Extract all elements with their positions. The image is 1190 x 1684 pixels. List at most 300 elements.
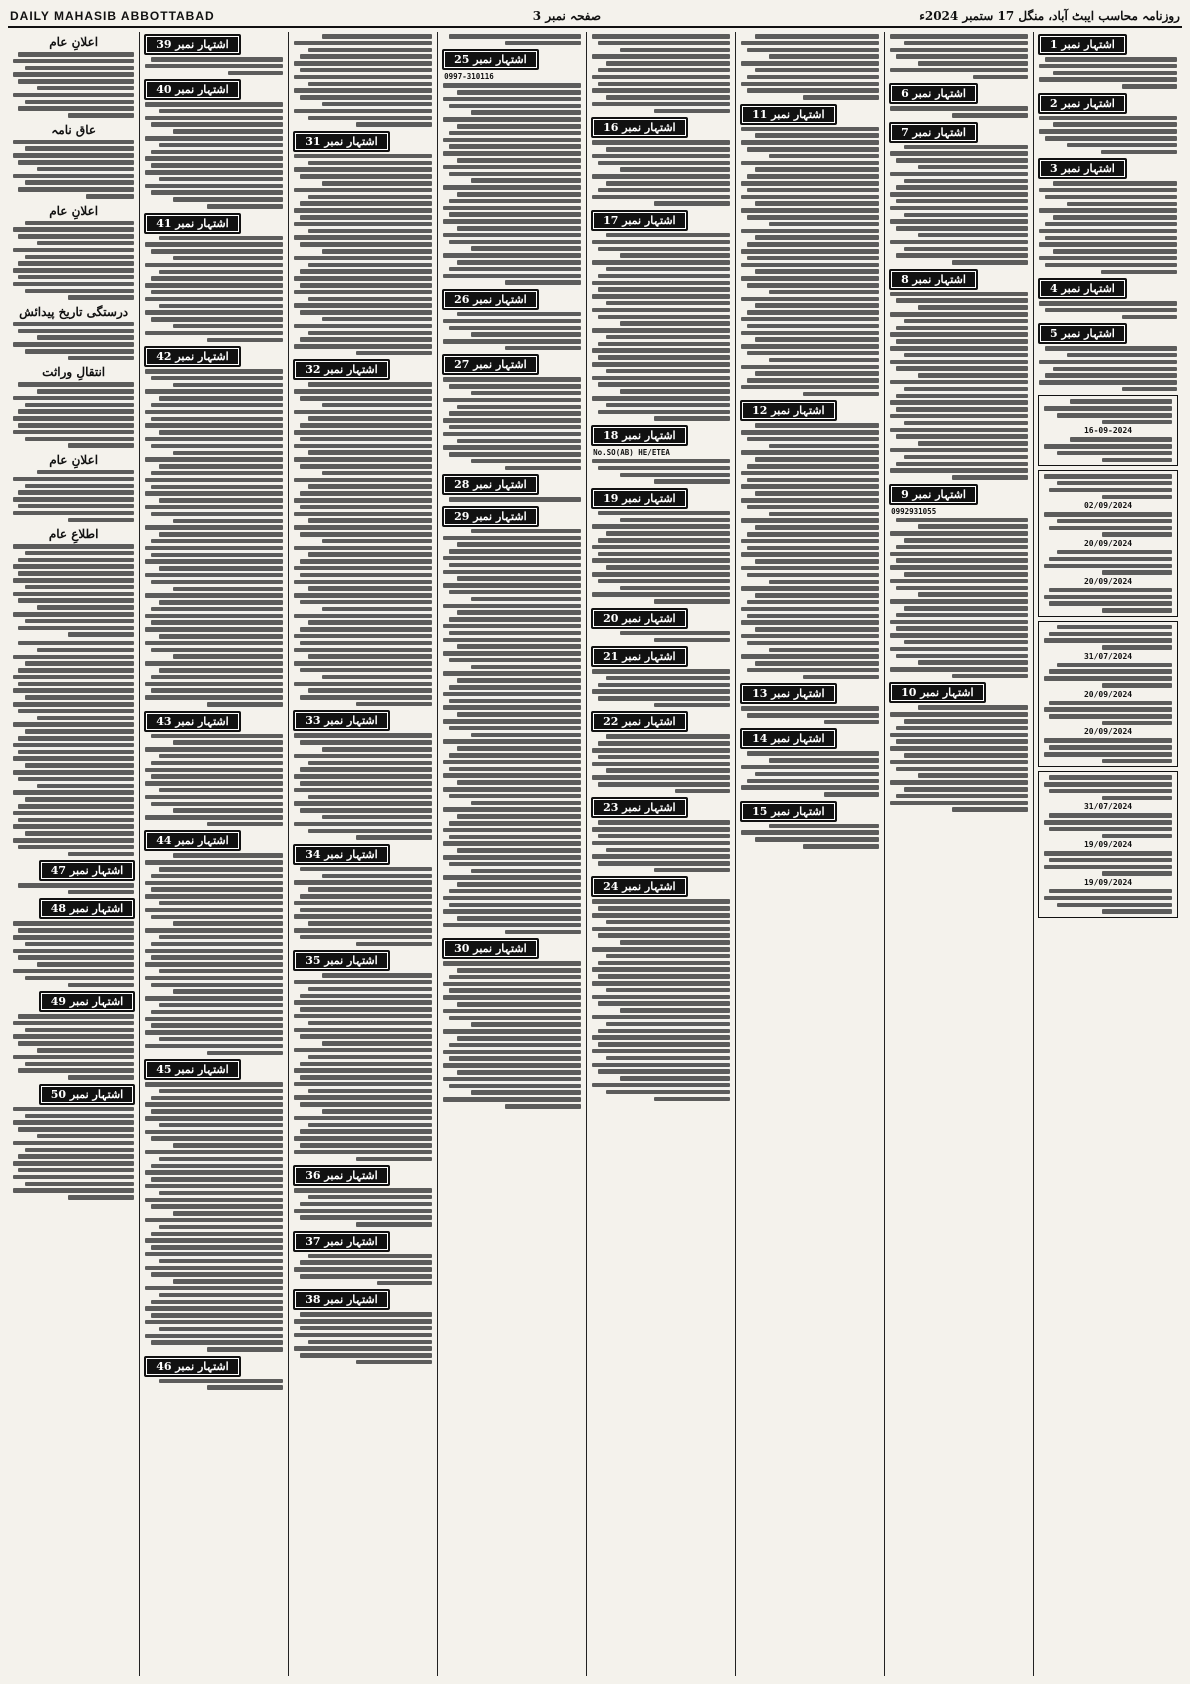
text-line bbox=[896, 545, 1028, 550]
text-line bbox=[173, 197, 283, 202]
text-line bbox=[145, 1082, 283, 1087]
text-line bbox=[300, 867, 432, 872]
classified-notice bbox=[293, 710, 433, 839]
text-line bbox=[1101, 150, 1177, 155]
text-line bbox=[13, 72, 134, 77]
text-line bbox=[1045, 346, 1177, 351]
text-line bbox=[294, 1048, 432, 1053]
text-line bbox=[308, 1123, 432, 1128]
text-line bbox=[592, 775, 730, 780]
text-line bbox=[13, 248, 134, 253]
text-line bbox=[294, 1333, 432, 1338]
text-line bbox=[449, 975, 581, 980]
text-line bbox=[68, 295, 135, 300]
text-line bbox=[449, 1056, 581, 1061]
text-line bbox=[294, 222, 432, 227]
text-line bbox=[228, 71, 283, 76]
text-line bbox=[896, 586, 1028, 591]
text-line bbox=[443, 760, 581, 765]
text-line bbox=[769, 154, 879, 159]
notice-number-badge: اشتہار نمبر 20 bbox=[591, 608, 687, 629]
text-line bbox=[449, 497, 581, 502]
notice-body-text bbox=[12, 382, 135, 448]
notice-body-text bbox=[1043, 775, 1173, 800]
text-line bbox=[918, 165, 1028, 170]
text-line bbox=[25, 1114, 134, 1119]
text-line bbox=[741, 385, 879, 390]
text-line bbox=[300, 215, 432, 220]
notice-body-text bbox=[442, 312, 582, 350]
text-line bbox=[741, 297, 879, 302]
text-line bbox=[505, 280, 581, 285]
text-line bbox=[471, 1090, 581, 1095]
text-line bbox=[890, 68, 1028, 73]
text-line bbox=[747, 532, 879, 537]
classified-notice bbox=[591, 646, 731, 707]
classified-notice bbox=[591, 117, 731, 206]
text-line bbox=[443, 418, 581, 423]
text-line bbox=[505, 41, 581, 46]
text-line bbox=[145, 1334, 283, 1339]
text-line bbox=[904, 753, 1028, 758]
notice-body-text bbox=[591, 899, 731, 1101]
notice-body-text bbox=[442, 961, 582, 1108]
text-line bbox=[308, 48, 432, 53]
text-line bbox=[145, 1102, 283, 1107]
text-line bbox=[13, 511, 134, 516]
text-line bbox=[449, 549, 581, 554]
text-line bbox=[25, 763, 134, 768]
text-line bbox=[1122, 315, 1177, 320]
text-line bbox=[1102, 683, 1172, 688]
text-line bbox=[322, 539, 432, 544]
text-line bbox=[747, 751, 879, 756]
announcement-title: درستگی تاریخ پیدائش bbox=[19, 304, 129, 319]
notice-body-text bbox=[293, 1254, 433, 1286]
text-line bbox=[918, 592, 1028, 597]
text-line bbox=[443, 773, 581, 778]
text-line bbox=[747, 88, 879, 93]
text-line bbox=[952, 807, 1028, 812]
text-line bbox=[145, 1306, 283, 1311]
text-line bbox=[904, 719, 1028, 724]
text-line bbox=[159, 177, 283, 182]
text-line bbox=[592, 981, 730, 986]
text-line bbox=[1049, 813, 1172, 818]
text-line bbox=[449, 326, 581, 331]
text-line bbox=[890, 414, 1028, 419]
text-line bbox=[1039, 208, 1177, 213]
text-line bbox=[449, 699, 581, 704]
notice-body-text bbox=[442, 497, 582, 502]
text-line bbox=[294, 1136, 432, 1141]
text-line bbox=[145, 184, 283, 189]
text-line bbox=[159, 532, 283, 537]
text-line bbox=[443, 651, 581, 656]
notice-body-text bbox=[1043, 588, 1173, 613]
text-line bbox=[173, 129, 283, 134]
text-line bbox=[443, 909, 581, 914]
text-line bbox=[308, 1340, 432, 1345]
text-line bbox=[896, 158, 1028, 163]
text-line bbox=[18, 818, 134, 823]
text-line bbox=[896, 394, 1028, 399]
text-line bbox=[598, 382, 730, 387]
text-line bbox=[294, 733, 432, 738]
text-line bbox=[1057, 903, 1172, 908]
text-line bbox=[294, 774, 432, 779]
text-line bbox=[145, 1252, 283, 1257]
notice-body-text bbox=[293, 1188, 433, 1226]
text-line bbox=[741, 450, 879, 455]
text-line bbox=[890, 172, 1028, 177]
text-line bbox=[598, 696, 730, 701]
text-line bbox=[449, 34, 581, 39]
text-line bbox=[449, 889, 581, 894]
text-line bbox=[443, 138, 581, 143]
classified-notice bbox=[442, 506, 582, 935]
notice-number-badge: اشتہار نمبر 41 bbox=[144, 213, 240, 234]
text-line bbox=[1057, 481, 1172, 486]
notice-body-text bbox=[1038, 57, 1178, 89]
text-line bbox=[443, 83, 581, 88]
text-line bbox=[592, 328, 730, 333]
text-line bbox=[356, 1157, 432, 1162]
text-line bbox=[606, 301, 730, 306]
text-line bbox=[769, 54, 879, 59]
text-line bbox=[294, 1082, 432, 1087]
text-line bbox=[1049, 669, 1172, 674]
text-line bbox=[159, 1089, 283, 1094]
text-line bbox=[151, 1096, 283, 1101]
text-line bbox=[890, 599, 1028, 604]
text-line bbox=[755, 34, 879, 39]
text-line bbox=[13, 1175, 134, 1180]
text-line bbox=[449, 658, 581, 663]
text-line bbox=[443, 739, 581, 744]
text-line bbox=[1045, 57, 1177, 62]
text-line bbox=[159, 1379, 283, 1384]
text-line bbox=[755, 559, 879, 564]
text-line bbox=[25, 1148, 134, 1153]
text-line bbox=[151, 485, 283, 490]
text-line bbox=[322, 471, 432, 476]
text-line bbox=[18, 423, 134, 428]
text-line bbox=[904, 213, 1028, 218]
notice-number-badge: اشتہار نمبر 4 bbox=[1038, 278, 1127, 299]
text-line bbox=[747, 641, 879, 646]
text-line bbox=[471, 869, 581, 874]
classified-notice bbox=[591, 797, 731, 872]
text-line bbox=[145, 297, 283, 302]
text-line bbox=[151, 317, 283, 322]
classified-notice bbox=[144, 1059, 284, 1352]
text-line bbox=[904, 787, 1028, 792]
text-line bbox=[896, 253, 1028, 258]
text-line bbox=[449, 631, 581, 636]
text-line bbox=[25, 403, 134, 408]
notice-reference: No.SO(AB) HE/ETEA bbox=[593, 447, 670, 457]
classified-notice bbox=[442, 289, 582, 350]
text-line bbox=[449, 144, 581, 149]
text-line bbox=[654, 703, 730, 708]
text-line bbox=[443, 1063, 581, 1068]
text-line bbox=[294, 75, 432, 80]
text-line bbox=[294, 1188, 432, 1193]
text-line bbox=[457, 439, 581, 444]
notice-number-badge: اشتہار نمبر 9 bbox=[889, 484, 978, 505]
text-line bbox=[904, 145, 1028, 150]
notice-reference: 0997-310116 bbox=[444, 72, 494, 82]
text-line bbox=[308, 987, 432, 992]
text-line bbox=[294, 235, 432, 240]
text-line bbox=[896, 407, 1028, 412]
text-line bbox=[294, 188, 432, 193]
text-line bbox=[18, 106, 134, 111]
text-line bbox=[151, 774, 283, 779]
text-line bbox=[294, 914, 432, 919]
text-line bbox=[747, 283, 879, 288]
text-line bbox=[896, 434, 1028, 439]
classified-notice bbox=[1038, 158, 1178, 274]
text-line bbox=[294, 457, 432, 462]
text-line bbox=[145, 170, 283, 175]
text-line bbox=[13, 675, 134, 680]
text-line bbox=[356, 122, 432, 127]
text-line bbox=[145, 437, 283, 442]
text-line bbox=[13, 153, 134, 158]
notice-number-badge: اشتہار نمبر 49 bbox=[39, 991, 135, 1012]
text-line bbox=[159, 1327, 283, 1332]
text-line bbox=[1049, 588, 1172, 593]
text-line bbox=[592, 762, 730, 767]
text-line bbox=[1067, 143, 1177, 148]
text-line bbox=[13, 921, 134, 926]
text-line bbox=[145, 1266, 283, 1271]
text-line bbox=[68, 356, 135, 361]
text-line bbox=[952, 475, 1028, 480]
text-line bbox=[592, 854, 730, 859]
text-line bbox=[294, 88, 432, 93]
text-line bbox=[449, 131, 581, 136]
text-line bbox=[300, 1260, 432, 1265]
text-line bbox=[151, 761, 283, 766]
text-line bbox=[13, 497, 134, 502]
text-line bbox=[294, 276, 432, 281]
classified-notice bbox=[293, 131, 433, 356]
text-line bbox=[890, 647, 1028, 652]
text-line bbox=[598, 315, 730, 320]
text-line bbox=[300, 894, 432, 899]
text-line bbox=[592, 1015, 730, 1020]
text-line bbox=[68, 518, 135, 523]
text-line bbox=[598, 188, 730, 193]
text-line bbox=[890, 579, 1028, 584]
text-line bbox=[151, 1300, 283, 1305]
notice-body-text bbox=[1043, 399, 1173, 424]
notice-body-text bbox=[442, 83, 582, 285]
text-line bbox=[457, 610, 581, 615]
text-line bbox=[598, 820, 730, 825]
text-line bbox=[896, 226, 1028, 231]
text-line bbox=[300, 935, 432, 940]
text-line bbox=[890, 565, 1028, 570]
classified-notice bbox=[12, 991, 135, 1080]
notice-number-badge: اشتہار نمبر 28 bbox=[442, 474, 538, 495]
text-line bbox=[592, 348, 730, 353]
text-line bbox=[145, 505, 283, 510]
text-line bbox=[294, 498, 432, 503]
text-line bbox=[145, 310, 283, 315]
text-line bbox=[952, 113, 1028, 118]
text-line bbox=[294, 580, 432, 585]
text-line bbox=[1045, 222, 1177, 227]
classified-notice bbox=[1038, 93, 1178, 154]
text-line bbox=[145, 781, 283, 786]
text-line bbox=[592, 524, 730, 529]
text-line bbox=[896, 199, 1028, 204]
notice-body-text bbox=[144, 1082, 284, 1352]
text-line bbox=[145, 1286, 283, 1291]
text-line bbox=[159, 668, 283, 673]
text-line bbox=[13, 702, 134, 707]
notice-body-text bbox=[740, 34, 880, 100]
notice-body-text bbox=[740, 127, 880, 397]
text-line bbox=[308, 1089, 432, 1094]
text-line bbox=[151, 1177, 283, 1182]
text-line bbox=[443, 253, 581, 258]
text-line bbox=[18, 1168, 134, 1173]
text-line bbox=[606, 61, 730, 66]
text-line bbox=[443, 206, 581, 211]
classified-notice bbox=[740, 801, 880, 849]
text-line bbox=[449, 862, 581, 867]
classified-notice bbox=[442, 474, 582, 502]
notice-body-text bbox=[889, 34, 1029, 79]
text-line bbox=[606, 988, 730, 993]
text-line bbox=[741, 249, 879, 254]
text-line bbox=[592, 558, 730, 563]
text-line bbox=[145, 962, 283, 967]
text-line bbox=[308, 654, 432, 659]
text-line bbox=[896, 626, 1028, 631]
text-line bbox=[294, 801, 432, 806]
classified-notice bbox=[1038, 323, 1178, 391]
text-line bbox=[25, 349, 134, 354]
text-line bbox=[1045, 308, 1177, 313]
text-line bbox=[443, 97, 581, 102]
text-line bbox=[755, 269, 879, 274]
text-line bbox=[443, 982, 581, 987]
text-line bbox=[294, 822, 432, 827]
text-line bbox=[592, 54, 730, 59]
text-line bbox=[300, 781, 432, 786]
text-line bbox=[1102, 420, 1172, 425]
text-line bbox=[145, 156, 283, 161]
text-line bbox=[741, 706, 879, 711]
text-line bbox=[598, 961, 730, 966]
text-line bbox=[890, 360, 1028, 365]
text-line bbox=[300, 283, 432, 288]
text-line bbox=[300, 740, 432, 745]
notice-body-text bbox=[591, 233, 731, 421]
text-line bbox=[159, 1293, 283, 1298]
text-line bbox=[300, 1075, 432, 1080]
text-line bbox=[294, 1346, 432, 1351]
column-6 bbox=[288, 32, 437, 1676]
classified-notice bbox=[591, 608, 731, 642]
text-line bbox=[294, 444, 432, 449]
text-line bbox=[18, 160, 134, 165]
text-line bbox=[300, 908, 432, 913]
text-line bbox=[890, 633, 1028, 638]
notice-body-text bbox=[1043, 701, 1173, 726]
text-line bbox=[904, 247, 1028, 252]
text-line bbox=[1122, 84, 1177, 89]
notice-number-badge: اشتہار نمبر 18 bbox=[591, 425, 687, 446]
text-line bbox=[890, 34, 1028, 39]
text-line bbox=[443, 185, 581, 190]
text-line bbox=[308, 761, 432, 766]
text-line bbox=[145, 457, 283, 462]
text-line bbox=[890, 746, 1028, 751]
text-line bbox=[741, 830, 879, 835]
text-line bbox=[443, 828, 581, 833]
notice-body-text bbox=[293, 154, 433, 356]
text-line bbox=[145, 795, 283, 800]
text-line bbox=[803, 844, 879, 849]
text-line bbox=[1044, 851, 1172, 856]
text-line bbox=[890, 292, 1028, 297]
text-line bbox=[741, 566, 879, 571]
text-line bbox=[918, 705, 1028, 710]
text-line bbox=[13, 282, 134, 287]
classified-notice bbox=[740, 728, 880, 796]
text-line bbox=[890, 192, 1028, 197]
text-line bbox=[890, 240, 1028, 245]
text-line bbox=[890, 400, 1028, 405]
text-line bbox=[890, 531, 1028, 536]
text-line bbox=[443, 432, 581, 437]
text-line bbox=[755, 201, 879, 206]
notice-body-text bbox=[1043, 663, 1173, 688]
text-line bbox=[13, 949, 134, 954]
text-line bbox=[443, 377, 581, 382]
text-line bbox=[741, 41, 879, 46]
notice-body-text bbox=[1038, 346, 1178, 391]
text-line bbox=[18, 187, 134, 192]
text-line bbox=[457, 712, 581, 717]
text-line bbox=[25, 797, 134, 802]
text-line bbox=[1070, 399, 1172, 404]
text-line bbox=[37, 241, 134, 246]
text-line bbox=[747, 713, 879, 718]
text-line bbox=[1039, 301, 1177, 306]
text-line bbox=[173, 256, 283, 261]
text-line bbox=[300, 464, 432, 469]
text-line bbox=[294, 410, 432, 415]
text-line bbox=[654, 416, 730, 421]
text-line bbox=[505, 930, 581, 935]
hearing-date: 20/09/2024 bbox=[1083, 538, 1133, 548]
notice-number-badge: اشتہار نمبر 7 bbox=[889, 122, 978, 143]
announcement-title: اعلانِ عام bbox=[49, 35, 99, 49]
text-line bbox=[13, 1021, 134, 1026]
text-line bbox=[890, 448, 1028, 453]
text-line bbox=[620, 389, 730, 394]
text-line bbox=[159, 464, 283, 469]
notice-body-text bbox=[591, 34, 731, 113]
